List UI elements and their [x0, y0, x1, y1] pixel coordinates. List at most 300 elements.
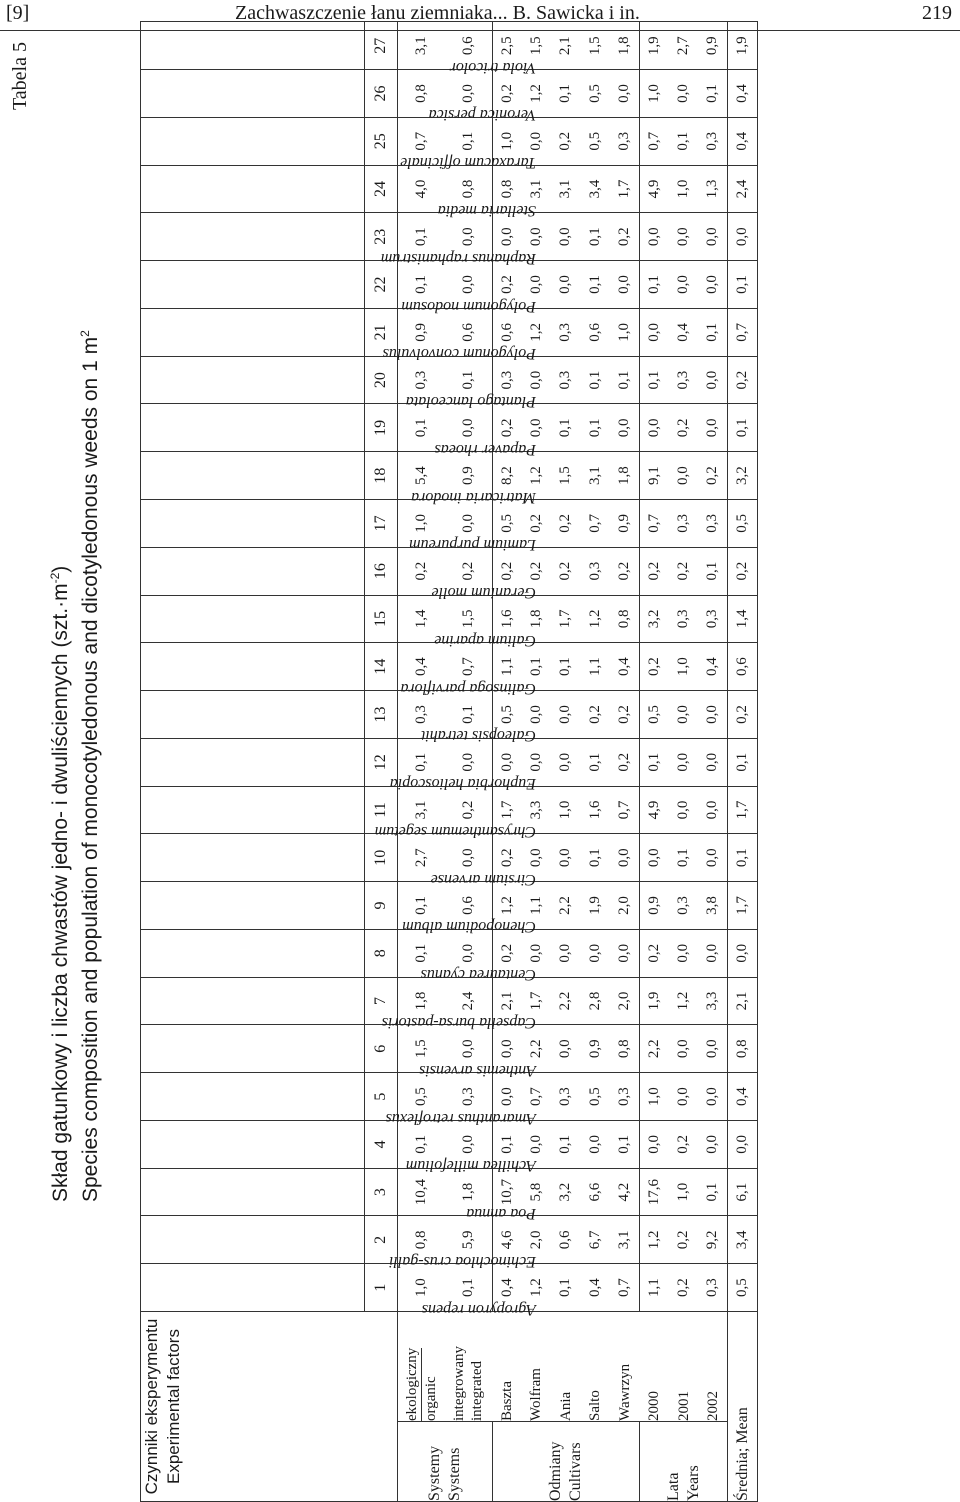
- value-cell: 0,2: [728, 356, 758, 404]
- value-cell: 0,1: [581, 404, 610, 452]
- value-cell: 1,1: [639, 1264, 668, 1312]
- species-name: Euphorbia helioscopia: [389, 775, 537, 793]
- value-cell: 2,2: [551, 977, 580, 1025]
- column-number: 5: [365, 1073, 398, 1121]
- value-cell: 0,0: [669, 452, 698, 500]
- value-cell: 0,0: [669, 929, 698, 977]
- value-cell: 0,6: [728, 643, 758, 691]
- value-cell: 0,2: [610, 691, 639, 739]
- value-cell: 6,1: [728, 1168, 758, 1216]
- value-cell: 1,0: [398, 499, 445, 547]
- species-name: Galinsoga parviflora: [400, 679, 537, 697]
- value-cell: 0,2: [445, 786, 492, 834]
- row-label: Wolfram: [522, 1312, 551, 1422]
- value-cell: 0,1: [728, 834, 758, 882]
- value-cell: 0,0: [492, 213, 521, 261]
- value-cell: 0,0: [698, 738, 727, 786]
- species-name: Polygonum nodosum: [401, 297, 537, 315]
- value-cell: 0,0: [581, 1120, 610, 1168]
- value-cell: 0,4: [492, 1264, 521, 1312]
- value-cell: 0,2: [492, 547, 521, 595]
- value-cell: 5,4: [398, 452, 445, 500]
- value-cell: 0,2: [492, 404, 521, 452]
- column-number: 19: [365, 404, 398, 452]
- value-cell: 0,0: [610, 70, 639, 118]
- column-number-row: [365, 22, 398, 1502]
- value-cell: 0,2: [522, 547, 551, 595]
- value-cell: 0,1: [728, 738, 758, 786]
- value-cell: 0,0: [698, 356, 727, 404]
- value-cell: 0,0: [551, 261, 580, 309]
- value-cell: 0,9: [639, 882, 668, 930]
- value-cell: 0,2: [492, 929, 521, 977]
- value-cell: 0,3: [551, 356, 580, 404]
- value-cell: 0,1: [551, 643, 580, 691]
- value-cell: 0,9: [445, 452, 492, 500]
- species-name: Matricaria inodora: [411, 488, 537, 506]
- value-cell: 0,0: [669, 1073, 698, 1121]
- column-number: 15: [365, 595, 398, 643]
- column-number: 7: [365, 977, 398, 1025]
- value-cell: 0,0: [522, 261, 551, 309]
- value-cell: 0,0: [639, 1120, 668, 1168]
- rotated-table-page: [0, 32, 960, 1502]
- value-cell: 6,6: [581, 1168, 610, 1216]
- value-cell: 0,0: [445, 261, 492, 309]
- value-cell: 2,4: [445, 977, 492, 1025]
- value-cell: 1,7: [492, 786, 521, 834]
- value-cell: 3,1: [610, 1216, 639, 1264]
- value-cell: 0,1: [581, 261, 610, 309]
- column-number: 1: [365, 1264, 398, 1312]
- row-label: Wawrzyn: [610, 1312, 639, 1422]
- value-cell: 0,3: [610, 1073, 639, 1121]
- value-cell: 0,4: [581, 1264, 610, 1312]
- value-cell: 0,1: [398, 882, 445, 930]
- value-cell: 0,3: [398, 691, 445, 739]
- value-cell: 0,7: [728, 308, 758, 356]
- value-cell: 0,7: [610, 786, 639, 834]
- value-cell: 17,6: [639, 1168, 668, 1216]
- value-cell: 0,0: [445, 738, 492, 786]
- value-cell: 0,1: [398, 1120, 445, 1168]
- value-cell: 0,0: [522, 356, 551, 404]
- value-cell: 0,5: [728, 1264, 758, 1312]
- value-cell: 0,1: [698, 1168, 727, 1216]
- table-row: [698, 22, 727, 1502]
- value-cell: 0,0: [610, 404, 639, 452]
- value-cell: 0,5: [492, 691, 521, 739]
- value-cell: 0,2: [551, 117, 580, 165]
- value-cell: 0,2: [492, 261, 521, 309]
- value-cell: 0,3: [698, 1264, 727, 1312]
- column-number: 27: [365, 22, 398, 70]
- value-cell: 0,0: [492, 1073, 521, 1121]
- value-cell: 0,4: [728, 117, 758, 165]
- column-number: 26: [365, 70, 398, 118]
- value-cell: 0,1: [610, 1120, 639, 1168]
- column-number: 13: [365, 691, 398, 739]
- value-cell: 0,0: [522, 1120, 551, 1168]
- column-number: 18: [365, 452, 398, 500]
- value-cell: 0,2: [669, 404, 698, 452]
- value-cell: 4,0: [398, 165, 445, 213]
- value-cell: 0,3: [492, 356, 521, 404]
- value-cell: 0,1: [445, 117, 492, 165]
- value-cell: 0,1: [639, 738, 668, 786]
- species-name: Achillea millefolium: [405, 1157, 537, 1175]
- value-cell: 0,0: [522, 213, 551, 261]
- value-cell: 0,3: [669, 595, 698, 643]
- value-cell: 0,1: [445, 356, 492, 404]
- value-cell: 0,7: [445, 643, 492, 691]
- value-cell: 0,1: [639, 261, 668, 309]
- value-cell: 1,2: [522, 1264, 551, 1312]
- value-cell: 1,0: [398, 1264, 445, 1312]
- value-cell: 0,0: [492, 1025, 521, 1073]
- value-cell: 0,7: [639, 499, 668, 547]
- species-header-row: [141, 22, 365, 1502]
- value-cell: 0,2: [551, 499, 580, 547]
- table-row: [551, 22, 580, 1502]
- value-cell: 0,1: [398, 929, 445, 977]
- table-row: [445, 22, 492, 1502]
- column-number: 9: [365, 882, 398, 930]
- value-cell: 0,0: [698, 786, 727, 834]
- value-cell: 0,2: [445, 547, 492, 595]
- value-cell: 2,2: [551, 882, 580, 930]
- value-cell: 0,0: [445, 929, 492, 977]
- value-cell: 1,7: [522, 977, 551, 1025]
- value-cell: 0,0: [669, 691, 698, 739]
- value-cell: 0,5: [492, 499, 521, 547]
- value-cell: 0,5: [581, 117, 610, 165]
- value-cell: 10,4: [398, 1168, 445, 1216]
- value-cell: 1,9: [639, 977, 668, 1025]
- value-cell: 0,2: [639, 547, 668, 595]
- value-cell: 0,1: [551, 404, 580, 452]
- value-cell: 0,2: [728, 547, 758, 595]
- value-cell: 2,1: [551, 22, 580, 70]
- value-cell: 1,1: [522, 882, 551, 930]
- value-cell: 3,3: [522, 786, 551, 834]
- value-cell: 1,0: [610, 308, 639, 356]
- table-row: [398, 22, 445, 1502]
- value-cell: 0,0: [522, 404, 551, 452]
- factors-header-en: Experimental factors: [164, 1329, 183, 1484]
- row-label-en: organic: [423, 1376, 440, 1421]
- value-cell: 0,2: [492, 834, 521, 882]
- value-cell: 0,0: [669, 70, 698, 118]
- value-cell: 0,2: [398, 547, 445, 595]
- value-cell: 0,1: [698, 70, 727, 118]
- value-cell: 0,8: [610, 1025, 639, 1073]
- value-cell: 0,3: [398, 356, 445, 404]
- value-cell: 0,2: [728, 691, 758, 739]
- species-name: Geranium molle: [431, 584, 537, 602]
- value-cell: 4,9: [639, 786, 668, 834]
- value-cell: 0,0: [698, 213, 727, 261]
- table-row: [639, 22, 668, 1502]
- value-cell: 3,4: [728, 1216, 758, 1264]
- value-cell: 0,0: [639, 404, 668, 452]
- table-row: [492, 22, 521, 1502]
- value-cell: 0,1: [581, 834, 610, 882]
- value-cell: 0,0: [669, 738, 698, 786]
- value-cell: 1,8: [445, 1168, 492, 1216]
- value-cell: 0,1: [639, 356, 668, 404]
- table-row: [581, 22, 610, 1502]
- value-cell: 0,8: [610, 595, 639, 643]
- value-cell: 0,0: [445, 404, 492, 452]
- value-cell: 0,0: [551, 929, 580, 977]
- value-cell: 0,3: [698, 595, 727, 643]
- value-cell: 0,0: [698, 929, 727, 977]
- value-cell: 0,0: [728, 929, 758, 977]
- value-cell: 1,2: [581, 595, 610, 643]
- row-label: Baszta: [492, 1312, 521, 1422]
- value-cell: 0,6: [445, 22, 492, 70]
- value-cell: 3,1: [551, 165, 580, 213]
- value-cell: 0,0: [669, 213, 698, 261]
- value-cell: 1,2: [492, 882, 521, 930]
- column-number: 23: [365, 213, 398, 261]
- weed-species-table: [140, 21, 758, 1502]
- species-name: Veronica persica: [428, 106, 537, 124]
- value-cell: 0,0: [551, 1025, 580, 1073]
- running-title: Zachwaszczenie łanu ziemniaka... B. Sawicka i in.: [235, 2, 640, 24]
- value-cell: 2,5: [492, 22, 521, 70]
- table-row: [728, 22, 758, 1502]
- species-name: Cirsium arvense: [430, 870, 537, 888]
- column-number: 12: [365, 738, 398, 786]
- value-cell: 0,1: [551, 70, 580, 118]
- value-cell: 0,0: [639, 213, 668, 261]
- value-cell: 0,1: [492, 1120, 521, 1168]
- value-cell: 0,3: [698, 117, 727, 165]
- row-label-pl: ekologiczny: [404, 1347, 421, 1421]
- value-cell: 0,0: [551, 834, 580, 882]
- value-cell: 4,2: [610, 1168, 639, 1216]
- value-cell: 2,4: [728, 165, 758, 213]
- column-number: 20: [365, 356, 398, 404]
- value-cell: 0,7: [581, 499, 610, 547]
- value-cell: 3,2: [551, 1168, 580, 1216]
- value-cell: 0,2: [669, 547, 698, 595]
- value-cell: 0,8: [492, 165, 521, 213]
- value-cell: 1,1: [492, 643, 521, 691]
- value-cell: 0,2: [610, 547, 639, 595]
- value-cell: 1,9: [639, 22, 668, 70]
- value-cell: 1,0: [551, 786, 580, 834]
- species-name: Anthemis arvensis: [419, 1061, 537, 1079]
- value-cell: 0,0: [445, 1025, 492, 1073]
- page-number-right: 219: [922, 2, 952, 24]
- value-cell: 0,3: [551, 1073, 580, 1121]
- value-cell: 5,8: [522, 1168, 551, 1216]
- value-cell: 3,2: [639, 595, 668, 643]
- value-cell: 0,1: [551, 1120, 580, 1168]
- value-cell: 4,6: [492, 1216, 521, 1264]
- value-cell: 2,2: [522, 1025, 551, 1073]
- value-cell: 0,7: [639, 117, 668, 165]
- page-number-left: [9]: [6, 2, 30, 24]
- table-row: [522, 22, 551, 1502]
- value-cell: 0,2: [551, 547, 580, 595]
- column-number: 14: [365, 643, 398, 691]
- value-cell: 1,0: [492, 117, 521, 165]
- value-cell: 0,0: [522, 834, 551, 882]
- value-cell: 0,0: [445, 213, 492, 261]
- species-name: Papaver rhoeas: [434, 440, 537, 458]
- group-label-pl: Systemy: [425, 1445, 443, 1501]
- column-number: 3: [365, 1168, 398, 1216]
- value-cell: 0,4: [669, 308, 698, 356]
- column-number: 2: [365, 1216, 398, 1264]
- table-row: [669, 22, 698, 1502]
- value-cell: 2,7: [398, 834, 445, 882]
- value-cell: 1,6: [581, 786, 610, 834]
- value-cell: 0,0: [522, 691, 551, 739]
- value-cell: 1,7: [728, 786, 758, 834]
- value-cell: 0,8: [398, 70, 445, 118]
- value-cell: 3,1: [398, 22, 445, 70]
- value-cell: 1,2: [669, 977, 698, 1025]
- value-cell: 0,1: [698, 547, 727, 595]
- value-cell: 0,9: [610, 499, 639, 547]
- value-cell: 0,0: [698, 691, 727, 739]
- species-name: Plantago lanceolata: [405, 393, 537, 411]
- value-cell: 0,5: [398, 1073, 445, 1121]
- column-number: 4: [365, 1120, 398, 1168]
- value-cell: 2,0: [610, 977, 639, 1025]
- value-cell: 1,2: [522, 308, 551, 356]
- value-cell: 0,1: [398, 261, 445, 309]
- species-name: Galium aparine: [434, 631, 537, 649]
- value-cell: 0,1: [551, 1264, 580, 1312]
- value-cell: 0,6: [445, 882, 492, 930]
- value-cell: 0,9: [398, 308, 445, 356]
- experimental-factors-header: [141, 1312, 398, 1502]
- column-number: 17: [365, 499, 398, 547]
- value-cell: 1,5: [522, 22, 551, 70]
- value-cell: 1,9: [581, 882, 610, 930]
- row-label: 2000: [639, 1312, 668, 1422]
- species-name: Lamium purpureum: [409, 536, 537, 554]
- species-name: Chrysanthemum segetum: [374, 822, 537, 840]
- value-cell: 2,0: [522, 1216, 551, 1264]
- caption-polish: Skład gatunkowy i liczba chwastów jedno- i dwuliściennych $(szt.\cdot m^{-2})$: [48, 565, 72, 1202]
- value-cell: 4,9: [639, 165, 668, 213]
- group-label: [639, 1422, 727, 1502]
- value-cell: 0,1: [728, 404, 758, 452]
- value-cell: 0,1: [445, 691, 492, 739]
- value-cell: 1,5: [581, 22, 610, 70]
- value-cell: 0,0: [445, 1120, 492, 1168]
- value-cell: 1,9: [728, 22, 758, 70]
- value-cell: 0,0: [522, 738, 551, 786]
- column-number: 11: [365, 786, 398, 834]
- value-cell: 0,1: [398, 404, 445, 452]
- value-cell: 2,2: [639, 1025, 668, 1073]
- group-label: [492, 1422, 639, 1502]
- value-cell: 0,0: [728, 1120, 758, 1168]
- row-label: Salto: [581, 1312, 610, 1422]
- table-row: [610, 22, 639, 1502]
- value-cell: 1,2: [639, 1216, 668, 1264]
- factors-header-pl: Czynniki eksperymentu: [142, 1318, 161, 1495]
- row-label: 2001: [669, 1312, 698, 1422]
- value-cell: 0,1: [522, 643, 551, 691]
- value-cell: 3,8: [698, 882, 727, 930]
- value-cell: 1,5: [398, 1025, 445, 1073]
- value-cell: 1,4: [728, 595, 758, 643]
- value-cell: 0,0: [669, 1025, 698, 1073]
- value-cell: 0,2: [669, 1216, 698, 1264]
- value-cell: 0,3: [669, 882, 698, 930]
- value-cell: 0,1: [445, 1264, 492, 1312]
- species-name: Poa annua: [466, 1205, 537, 1223]
- value-cell: 3,2: [728, 452, 758, 500]
- value-cell: 0,3: [610, 117, 639, 165]
- species-name: Stellaria media: [437, 202, 537, 220]
- value-cell: 1,0: [669, 1168, 698, 1216]
- value-cell: 0,2: [610, 213, 639, 261]
- value-cell: 0,9: [581, 1025, 610, 1073]
- value-cell: 0,0: [698, 261, 727, 309]
- value-cell: 0,2: [492, 70, 521, 118]
- value-cell: 3,1: [581, 452, 610, 500]
- species-name: Centaurea cyanus: [420, 966, 537, 984]
- value-cell: 0,1: [581, 213, 610, 261]
- value-cell: 0,8: [398, 1216, 445, 1264]
- value-cell: 0,7: [610, 1264, 639, 1312]
- value-cell: 0,6: [445, 308, 492, 356]
- column-number: 22: [365, 261, 398, 309]
- value-cell: 1,8: [610, 22, 639, 70]
- row-label: Ania: [551, 1312, 580, 1422]
- species-name: Capsella bursa-pastoris: [381, 1014, 537, 1032]
- value-cell: 0,6: [551, 1216, 580, 1264]
- group-label-en: Years: [684, 1465, 702, 1501]
- species-name: Raphanus raphanistrum: [381, 249, 537, 267]
- value-cell: 0,4: [610, 643, 639, 691]
- species-name: Viola tricolor: [449, 58, 537, 76]
- group-label-en: Systems: [445, 1447, 463, 1501]
- value-cell: 0,0: [698, 834, 727, 882]
- value-cell: 1,4: [398, 595, 445, 643]
- value-cell: 0,2: [639, 643, 668, 691]
- value-cell: 3,3: [698, 977, 727, 1025]
- value-cell: 2,1: [728, 977, 758, 1025]
- value-cell: 2,0: [610, 882, 639, 930]
- value-cell: 0,5: [639, 691, 668, 739]
- value-cell: 0,6: [581, 308, 610, 356]
- value-cell: 8,2: [492, 452, 521, 500]
- table-label: Tabela 5: [9, 42, 31, 111]
- value-cell: 0,0: [522, 929, 551, 977]
- value-cell: 0,0: [669, 261, 698, 309]
- value-cell: 1,8: [522, 595, 551, 643]
- value-cell: 0,1: [698, 308, 727, 356]
- value-cell: 0,0: [492, 738, 521, 786]
- value-cell: 0,4: [398, 643, 445, 691]
- value-cell: 0,5: [728, 499, 758, 547]
- value-cell: 0,0: [445, 499, 492, 547]
- value-cell: 0,2: [669, 1264, 698, 1312]
- value-cell: 0,0: [698, 1073, 727, 1121]
- value-cell: 0,0: [639, 834, 668, 882]
